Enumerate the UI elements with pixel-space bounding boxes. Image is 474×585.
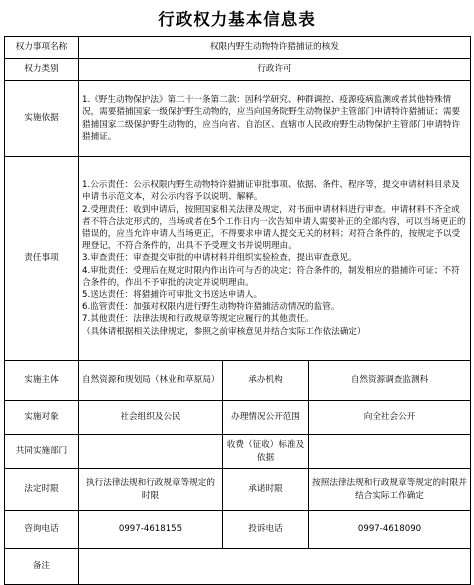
scope-value: 向全社会公开 [309,401,471,435]
row-subject [5,361,471,401]
responsibility-item: 2.受理责任：收到申请后，按照国家相关法律及规定，对书面申请材料进行审查。申请材料不齐全或者不符合法定形式的，当场或者在5个工作日内一次告知申请人需要补正的全部内容，可以当场更正的错误的，应当允许申请人当场更正，不得要求申请人提交无关的材料；对符合条件的，按规定予以受理登记，不符合条件的，出具不予受理文书并说明理由。 [82,204,466,252]
power-category-label: 权力类别 [5,59,79,81]
target-value: 社会组织及公民 [79,401,223,435]
remarks-value [79,549,471,585]
page-title: 行政权力基本信息表 [158,10,316,29]
row-legal-time [5,469,471,511]
power-name-label: 权力事项名称 [5,37,79,59]
remarks-label: 备注 [5,549,79,585]
row-basis [5,81,471,157]
org-value: 自然资源调查监测科 [309,361,471,401]
responsibility-item: 4.审批责任：受理后在规定时限内作出许可与否的决定；符合条件的，制发相应的猎捕许可证；不符合条件的，作出不予审批的决定并说明理由。 [82,265,460,288]
responsibility-item: 1.公示责任：公示权限内野生动物特许猎捕证审批事项、依据、条件、程序等，提交申请材料目录及申请书示范文本，对公示内容予以说明、解释。 [82,180,460,203]
row-responsibility [5,157,471,361]
responsibility-item: （具体请根据相关法律规定，参照之前审核意见并结合实际工作依法确定） [82,326,366,337]
legal-time-label: 法定时限 [5,469,79,511]
complaint-phone-value: 0997-4618090 [309,511,471,549]
org-label: 承办机构 [223,361,309,401]
scope-label: 办理情况公开范围 [223,401,309,435]
row-remarks [5,549,471,585]
fee-label: 收费（征收）标准及依据 [223,435,309,469]
row-power-name [5,37,471,59]
power-category-value: 行政许可 [79,59,471,81]
responsibility-item: 7.其他责任：法律法规和行政规章等规定应履行的其他责任。 [82,314,314,325]
row-joint [5,435,471,469]
consult-phone-value: 0997-4618155 [79,511,223,549]
basis-text: 1.《野生动物保护法》第二十一条第二款：因科学研究、种群调控、疫源疫病监测或者其他特殊情况，需要猎捕国家一级保护野生动物的，应当向国务院野生动物保护主管部门申请特许猎捕证；需要猎捕国家二级保护野生动物的，应当向省、自治区、直辖市人民政府野生动物保护主管部门申请特许猎捕证。 [82,95,461,142]
basis-value [79,81,471,157]
subject-value: 自然资源和规划局（林业和草原局） [79,361,223,401]
joint-label: 共同实施部门 [5,435,79,469]
consult-phone-label: 咨询电话 [5,511,79,549]
complaint-phone-label: 投诉电话 [223,511,309,549]
row-target [5,401,471,435]
responsibility-item: 5.送达责任：将猎捕许可审批文书送达申请人。 [82,290,263,300]
target-label: 实施对象 [5,401,79,435]
promise-time-value: 按照法律法规和行政规章等规定的时限并结合实际工作确定 [309,469,471,511]
responsibility-item: 6.监管责任：加强对权限内进行野生动物特许猎捕活动情况的监管。 [82,302,340,313]
joint-value [79,435,223,469]
legal-time-value: 执行法律法规和行政规章等规定的时限 [79,469,223,511]
basis-label: 实施依据 [5,81,79,157]
subject-label: 实施主体 [5,361,79,401]
promise-time-label: 承诺时限 [223,469,309,511]
responsibility-item: 3.审查责任：审查提交审批的申请材料并组织实验检查，提出审查意见。 [82,253,357,264]
responsibility-value [79,157,471,361]
row-consult [5,511,471,549]
info-table [4,36,471,585]
fee-value [309,435,471,469]
row-power-category [5,59,471,81]
power-name-value: 权限内野生动物特许猎捕证的核发 [79,37,471,59]
responsibility-label: 责任事项 [5,157,79,361]
